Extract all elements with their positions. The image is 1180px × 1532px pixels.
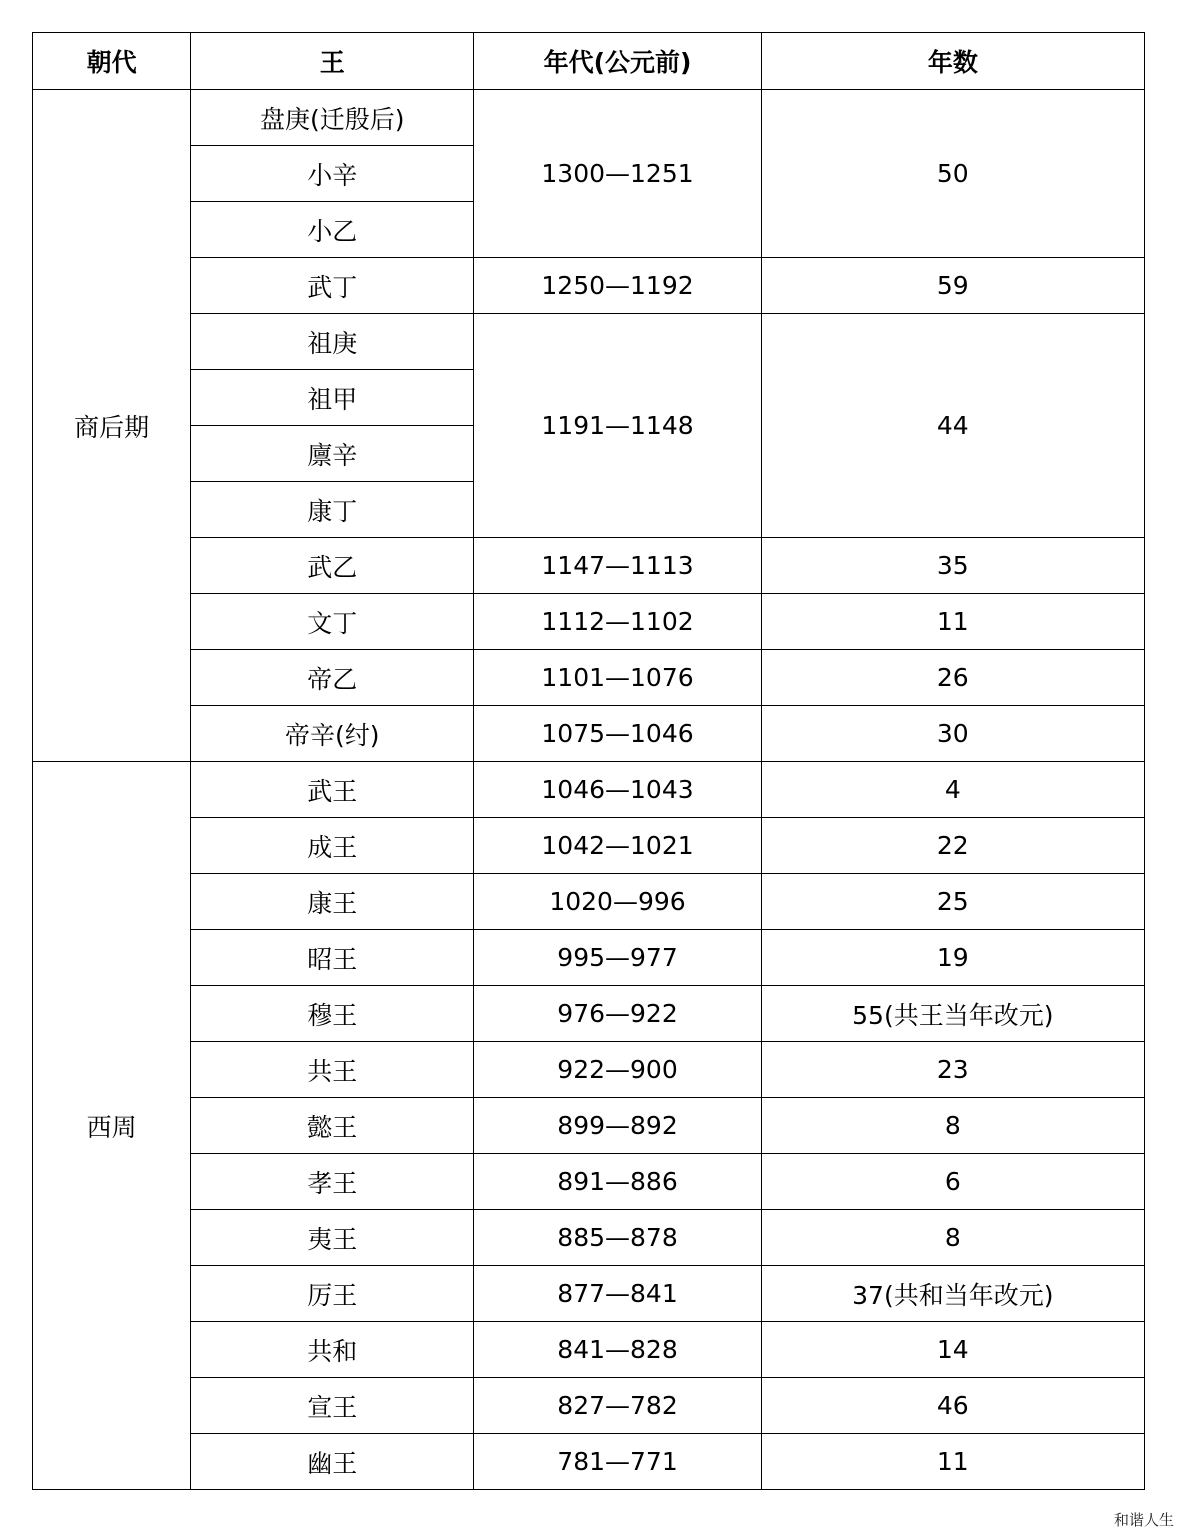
table-row [33, 90, 1145, 146]
years-count-cell: 11 [761, 594, 1144, 650]
king-cell: 宣王 [191, 1378, 474, 1434]
years-count-cell: 55(共王当年改元) [761, 986, 1144, 1042]
table-row [33, 538, 1145, 594]
era-cell: 1250—1192 [474, 258, 761, 314]
era-cell: 976—922 [474, 986, 761, 1042]
king-cell: 幽王 [191, 1434, 474, 1490]
table-row [33, 594, 1145, 650]
era-cell: 922—900 [474, 1042, 761, 1098]
era-cell: 877—841 [474, 1266, 761, 1322]
header-king: 王 [191, 33, 474, 90]
king-cell: 昭王 [191, 930, 474, 986]
king-cell: 武丁 [191, 258, 474, 314]
years-count-cell: 22 [761, 818, 1144, 874]
years-count-cell: 23 [761, 1042, 1144, 1098]
era-cell: 1101—1076 [474, 650, 761, 706]
era-cell: 1042—1021 [474, 818, 761, 874]
king-cell: 祖庚 [191, 314, 474, 370]
dynasty-cell: 商后期 [33, 90, 191, 762]
years-count-cell: 19 [761, 930, 1144, 986]
years-count-cell: 44 [761, 314, 1144, 538]
header-years: 年数 [761, 33, 1144, 90]
table-row [33, 874, 1145, 930]
king-cell: 武王 [191, 762, 474, 818]
king-cell: 厉王 [191, 1266, 474, 1322]
era-cell: 1075—1046 [474, 706, 761, 762]
table-row [33, 706, 1145, 762]
era-cell: 1020—996 [474, 874, 761, 930]
king-cell: 夷王 [191, 1210, 474, 1266]
header-dynasty: 朝代 [33, 33, 191, 90]
table-row [33, 762, 1145, 818]
era-cell: 1112—1102 [474, 594, 761, 650]
table-row [33, 1378, 1145, 1434]
years-count-cell: 8 [761, 1098, 1144, 1154]
king-cell: 孝王 [191, 1154, 474, 1210]
table-row [33, 930, 1145, 986]
header-row [33, 33, 1145, 90]
king-cell: 康王 [191, 874, 474, 930]
king-cell: 帝乙 [191, 650, 474, 706]
era-cell: 1147—1113 [474, 538, 761, 594]
king-cell: 小辛 [191, 146, 474, 202]
king-cell: 成王 [191, 818, 474, 874]
table-row [33, 1266, 1145, 1322]
king-cell: 小乙 [191, 202, 474, 258]
table-row [33, 258, 1145, 314]
chronology-table [32, 32, 1145, 1490]
king-cell: 帝辛(纣) [191, 706, 474, 762]
king-cell: 穆王 [191, 986, 474, 1042]
era-cell: 1046—1043 [474, 762, 761, 818]
years-count-cell: 46 [761, 1378, 1144, 1434]
era-cell: 781—771 [474, 1434, 761, 1490]
king-cell: 盘庚(迁殷后) [191, 90, 474, 146]
era-cell: 1191—1148 [474, 314, 761, 538]
table-row [33, 986, 1145, 1042]
table-row [33, 1042, 1145, 1098]
king-cell: 武乙 [191, 538, 474, 594]
table-row [33, 1434, 1145, 1490]
years-count-cell: 59 [761, 258, 1144, 314]
table-row [33, 1154, 1145, 1210]
table-row [33, 314, 1145, 370]
years-count-cell: 26 [761, 650, 1144, 706]
years-count-cell: 30 [761, 706, 1144, 762]
king-cell: 懿王 [191, 1098, 474, 1154]
era-cell: 827—782 [474, 1378, 761, 1434]
years-count-cell: 8 [761, 1210, 1144, 1266]
header-era: 年代(公元前) [474, 33, 761, 90]
watermark-text: 和谐人生 [1113, 1511, 1174, 1529]
table-row [33, 1210, 1145, 1266]
years-count-cell: 4 [761, 762, 1144, 818]
table-row [33, 818, 1145, 874]
table-row [33, 1322, 1145, 1378]
king-cell: 文丁 [191, 594, 474, 650]
era-cell: 995—977 [474, 930, 761, 986]
era-cell: 891—886 [474, 1154, 761, 1210]
years-count-cell: 11 [761, 1434, 1144, 1490]
table-row [33, 650, 1145, 706]
era-cell: 885—878 [474, 1210, 761, 1266]
table-body [33, 90, 1145, 1490]
years-count-cell: 25 [761, 874, 1144, 930]
king-cell: 祖甲 [191, 370, 474, 426]
years-count-cell: 50 [761, 90, 1144, 258]
years-count-cell: 35 [761, 538, 1144, 594]
era-cell: 899—892 [474, 1098, 761, 1154]
years-count-cell: 14 [761, 1322, 1144, 1378]
era-cell: 1300—1251 [474, 90, 761, 258]
years-count-cell: 6 [761, 1154, 1144, 1210]
era-cell: 841—828 [474, 1322, 761, 1378]
king-cell: 康丁 [191, 482, 474, 538]
dynasty-cell: 西周 [33, 762, 191, 1490]
king-cell: 廪辛 [191, 426, 474, 482]
king-cell: 共王 [191, 1042, 474, 1098]
table-row [33, 1098, 1145, 1154]
years-count-cell: 37(共和当年改元) [761, 1266, 1144, 1322]
king-cell: 共和 [191, 1322, 474, 1378]
